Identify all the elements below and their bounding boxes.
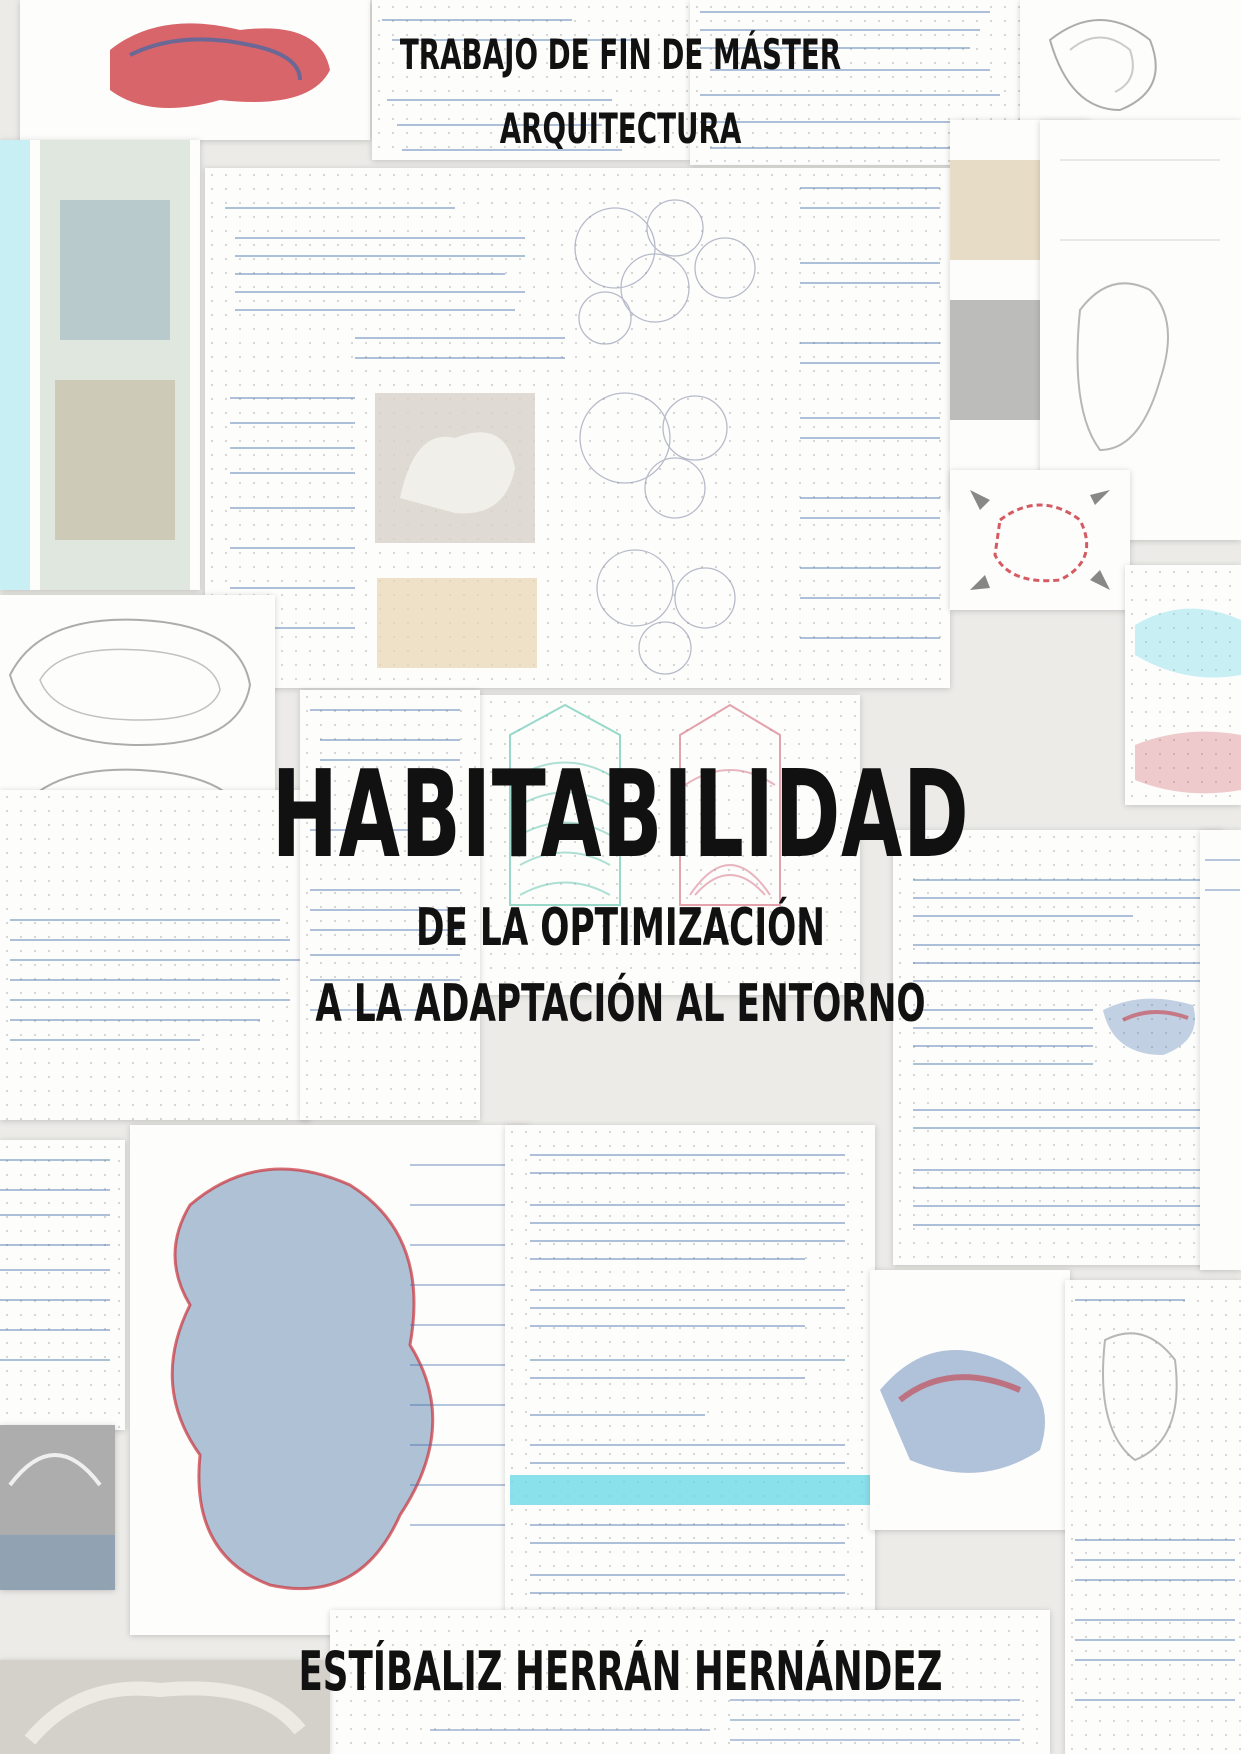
author-name: ESTÍBALIZ HERRÁN HERNÁNDEZ xyxy=(298,1640,943,1703)
subtitle-line-1: DE LA OPTIMIZACIÓN xyxy=(416,898,825,958)
main-title: HABITABILIDAD xyxy=(271,746,970,885)
subtitle-line-2: A LA ADAPTACIÓN AL ENTORNO xyxy=(315,974,926,1034)
header-line-2: ARQUITECTURA xyxy=(499,104,742,153)
header-line-1: TRABAJO DE FIN DE MÁSTER xyxy=(399,30,842,79)
